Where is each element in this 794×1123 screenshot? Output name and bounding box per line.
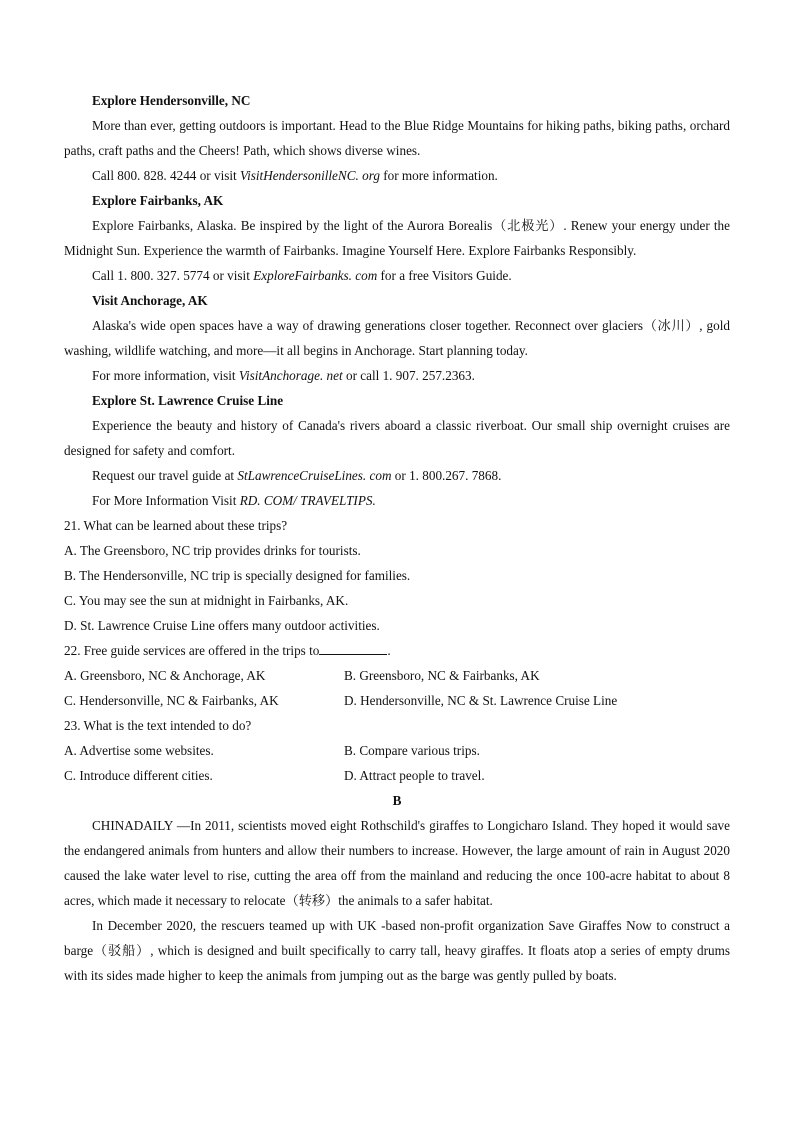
contact-text: for a free Visitors Guide.: [377, 268, 512, 283]
website-link: RD. COM/ TRAVELTIPS.: [239, 493, 376, 508]
section-contact-hendersonville: [64, 163, 730, 188]
part-b-paragraph-2: In December 2020, the rescuers teamed up with UK -based non-profit organization Save Giraffes Now to construct a barge（驳船）, which is designed and built specifically to carry tall, heavy giraffes. It floats atop a series of empty drums with its sides made higher to keep the animals from jumping out as the barge was gently pulled by boats.: [64, 918, 730, 983]
section-body-anchorage: Alaska's wide open spaces have a way of drawing generations closer together. Reconnect over glaciers（冰川）, gold washing, wildlife watching, and more—it all begins in Anchorage. Start planning today.: [64, 318, 730, 358]
question-23-option-b: B. Compare various trips.: [344, 743, 480, 758]
contact-text: or 1. 800.267. 7868.: [391, 468, 502, 483]
section-body-hendersonville: More than ever, getting outdoors is important. Head to the Blue Ridge Mountains for hiking paths, biking paths, orchard paths, craft paths and the Cheers! Path, which shows diverse wines.: [64, 118, 730, 158]
section-heading-hendersonville: Explore Hendersonville, NC: [92, 93, 251, 108]
question-21-option-d: D. St. Lawrence Cruise Line offers many outdoor activities.: [64, 618, 380, 633]
section-body-fairbanks: Explore Fairbanks, Alaska. Be inspired by the light of the Aurora Borealis（北极光）. Renew your energy under the Midnight Sun. Experience the warmth of Fairbanks. Imagine Yourself Here. Explore Fairbanks Responsibly.: [64, 218, 730, 258]
website-link: ExploreFairbanks. com: [253, 268, 378, 283]
contact-text: Call 800. 828. 4244 or visit: [92, 168, 240, 183]
question-23-option-d: D. Attract people to travel.: [344, 768, 485, 783]
question-23-options-row-2: [64, 763, 730, 788]
part-b-paragraph-1: CHINADAILY —In 2011, scientists moved eight Rothschild's giraffes to Longicharo Island. They hoped it would save the endangered animals from hunters and allow their numbers to increase. However, the large amount of rain in August 2020 caused the lake water level to rise, cutting the area off from the mainland and reducing the once 100-acre habitat to about 8 acres, which made it necessary to relocate（转移）the animals to a safer habitat.: [64, 818, 730, 908]
section-contact-stlawrence: [64, 463, 730, 488]
question-23-options-row-1: [64, 738, 730, 763]
website-link: VisitHendersonilleNC. org: [240, 168, 380, 183]
question-22-stem: [64, 638, 730, 663]
question-22-stem-end: .: [387, 643, 391, 658]
question-21-option-c: C. You may see the sun at midnight in Fairbanks, AK.: [64, 593, 349, 608]
question-22-option-d: D. Hendersonville, NC & St. Lawrence Cruise Line: [344, 693, 618, 708]
question-21-option-a: A. The Greensboro, NC trip provides drinks for tourists.: [64, 543, 361, 558]
more-info-line: [64, 488, 730, 513]
question-22-option-a: A. Greensboro, NC & Anchorage, AK: [64, 668, 266, 683]
document-page: [64, 88, 730, 988]
question-23-option-c: C. Introduce different cities.: [64, 768, 213, 783]
section-body-stlawrence: Experience the beauty and history of Canada's rivers aboard a classic riverboat. Our small ship overnight cruises are designed for safety and comfort.: [64, 418, 730, 458]
section-heading-fairbanks: Explore Fairbanks, AK: [92, 193, 224, 208]
website-link: VisitAnchorage. net: [238, 368, 343, 383]
question-21-option-b: B. The Hendersonville, NC trip is specially designed for families.: [64, 568, 411, 583]
contact-text: Call 1. 800. 327. 5774 or visit: [92, 268, 254, 283]
question-21-stem: 21. What can be learned about these trips?: [64, 518, 288, 533]
answer-blank: [319, 642, 387, 655]
question-22-option-c: C. Hendersonville, NC & Fairbanks, AK: [64, 693, 279, 708]
question-22-options-row-1: [64, 663, 730, 688]
question-23-stem: 23. What is the text intended to do?: [64, 718, 252, 733]
section-heading-stlawrence: Explore St. Lawrence Cruise Line: [92, 393, 284, 408]
part-b-label: B: [392, 793, 402, 808]
website-link: StLawrenceCruiseLines. com: [237, 468, 392, 483]
contact-text: For More Information Visit: [92, 493, 240, 508]
section-contact-anchorage: [64, 363, 730, 388]
question-22-option-b: B. Greensboro, NC & Fairbanks, AK: [344, 668, 540, 683]
section-contact-fairbanks: [64, 263, 730, 288]
contact-text: for more information.: [379, 168, 498, 183]
contact-text: For more information, visit: [92, 368, 239, 383]
contact-text: Request our travel guide at: [92, 468, 238, 483]
section-heading-anchorage: Visit Anchorage, AK: [92, 293, 208, 308]
contact-text: or call 1. 907. 257.2363.: [342, 368, 475, 383]
question-22-stem-text: 22. Free guide services are offered in the trips to: [64, 643, 320, 658]
question-23-option-a: A. Advertise some websites.: [64, 743, 214, 758]
question-22-options-row-2: [64, 688, 730, 713]
